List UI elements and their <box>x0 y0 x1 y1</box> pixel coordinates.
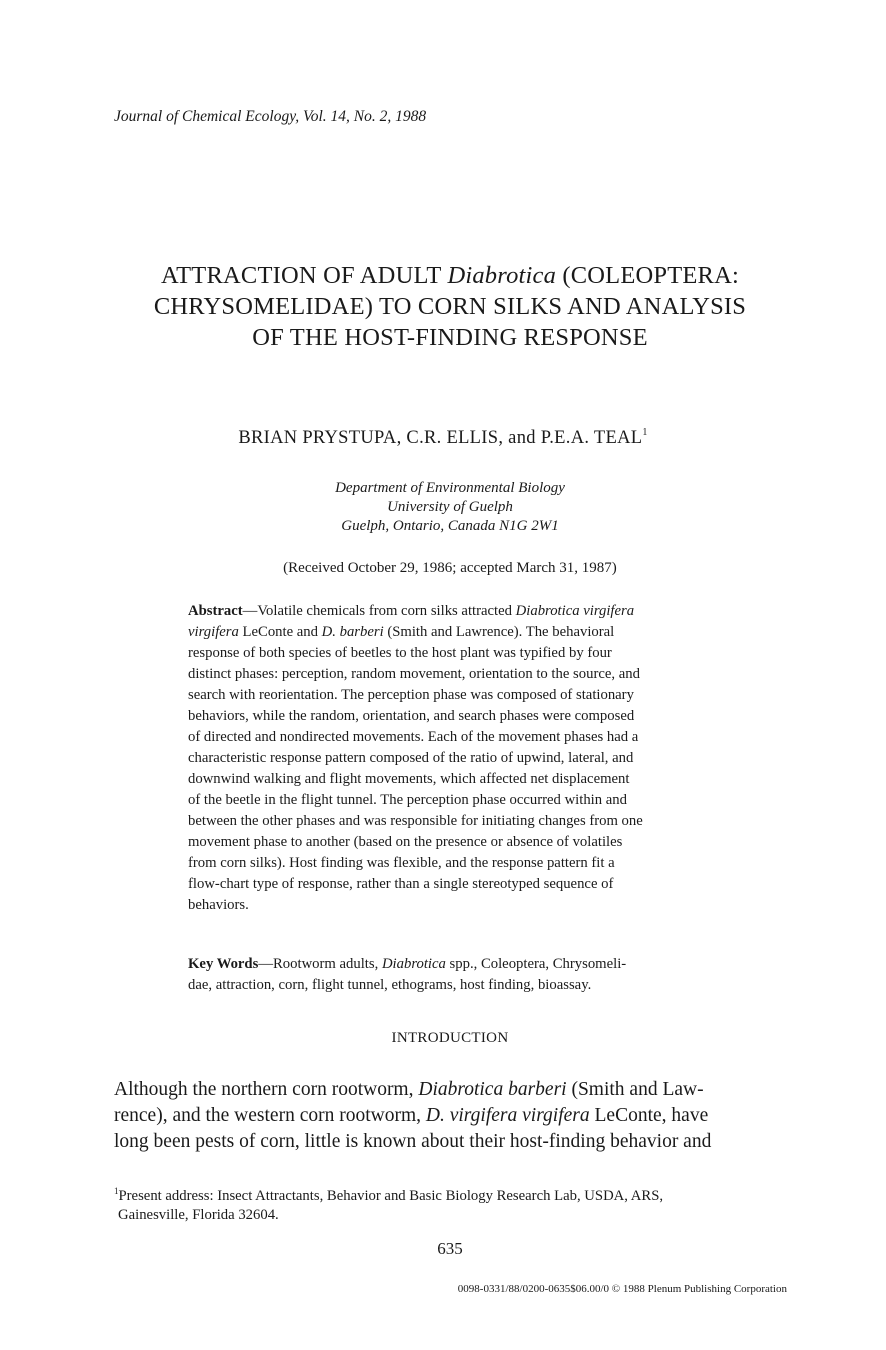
abstract-line: behaviors. <box>188 897 249 913</box>
introduction-body <box>114 1077 786 1155</box>
title-line-2: CHRYSOMELIDAE) TO CORN SILKS AND ANALYSIS <box>153 293 747 320</box>
abstract-line: Abstract—Volatile chemicals from corn silks attracted Diabrotica virgifera <box>188 603 635 619</box>
abstract-label: Abstract <box>188 603 243 619</box>
footnote-line: Gainesville, Florida 32604. <box>118 1207 279 1223</box>
abstract <box>188 601 714 916</box>
body-line: Although the northern corn rootworm, Diabrotica barberi (Smith and Law- <box>114 1079 704 1100</box>
key-words-label: Key Words <box>188 956 259 972</box>
abstract-line: between the other phases and was responsible for initiating changes from one <box>188 813 643 829</box>
abstract-line: characteristic response pattern composed of the ratio of upwind, lateral, and <box>188 750 634 766</box>
abstract-line: of directed and nondirected movements. Each of the movement phases had a <box>188 729 639 745</box>
abstract-line: behaviors, while the random, orientation, and search phases were composed <box>188 708 635 724</box>
copyright-line: 0098-0331/88/0200-0635$06.00/0 © 1988 Plenum Publishing Corporation <box>457 1283 787 1295</box>
abstract-line: flow-chart type of response, rather than a single stereotyped sequence of <box>188 876 614 892</box>
affiliation <box>0 479 886 536</box>
author-footnote-mark: 1 <box>642 427 648 438</box>
footnote <box>114 1182 786 1225</box>
article-title <box>60 260 840 353</box>
author-list: BRIAN PRYSTUPA, C.R. ELLIS, and P.E.A. TEAL$^1$ <box>238 427 648 448</box>
key-words-line: Key Words—Rootworm adults, Diabrotica spp., Coleoptera, Chrysomeli- <box>188 956 627 972</box>
abstract-line: distinct phases: perception, random movement, orientation to the source, and <box>188 666 640 682</box>
affiliation-university: University of Guelph <box>387 499 513 515</box>
page-number: 635 <box>437 1239 463 1258</box>
abstract-line: virgifera LeConte and D. barberi (Smith and Lawrence). The behavioral <box>188 624 615 640</box>
affiliation-location: Guelph, Ontario, Canada N1G 2W1 <box>341 518 559 534</box>
body-line: rence), and the western corn rootworm, D. virgifera virgifera LeConte, have <box>114 1105 709 1126</box>
body-line: long been pests of corn, little is known about their host-finding behavior and <box>114 1131 712 1152</box>
section-heading-introduction: INTRODUCTION <box>391 1030 509 1046</box>
title-line-3: OF THE HOST-FINDING RESPONSE <box>252 324 648 351</box>
journal-citation: Journal of Chemical Ecology, Vol. 14, No. 2, 1988 <box>114 108 427 125</box>
key-words-line: dae, attraction, corn, flight tunnel, ethograms, host finding, bioassay. <box>188 977 592 993</box>
affiliation-department: Department of Environmental Biology <box>335 480 565 496</box>
abstract-line: search with reorientation. The perception phase was composed of stationary <box>188 687 634 703</box>
received-dates: (Received October 29, 1986; accepted March 31, 1987) <box>283 560 617 576</box>
abstract-line: movement phase to another (based on the presence or absence of volatiles <box>188 834 623 850</box>
abstract-line: downwind walking and flight movements, which affected net displacement <box>188 771 630 787</box>
key-words <box>188 954 714 996</box>
footnote-line: $^1$Present address: Insect Attractants, Behavior and Basic Biology Research Lab, USDA, ARS, <box>114 1186 664 1204</box>
title-line-1: ATTRACTION OF ADULT Diabrotica (COLEOPTERA: <box>160 262 740 289</box>
footnote-mark: 1 <box>114 1186 119 1196</box>
abstract-line: from corn silks). Host finding was flexible, and the response pattern fit a <box>188 855 615 871</box>
abstract-line: of the beetle in the flight tunnel. The perception phase occurred within and <box>188 792 627 808</box>
abstract-line: response of both species of beetles to the host plant was typified by four <box>188 645 612 661</box>
